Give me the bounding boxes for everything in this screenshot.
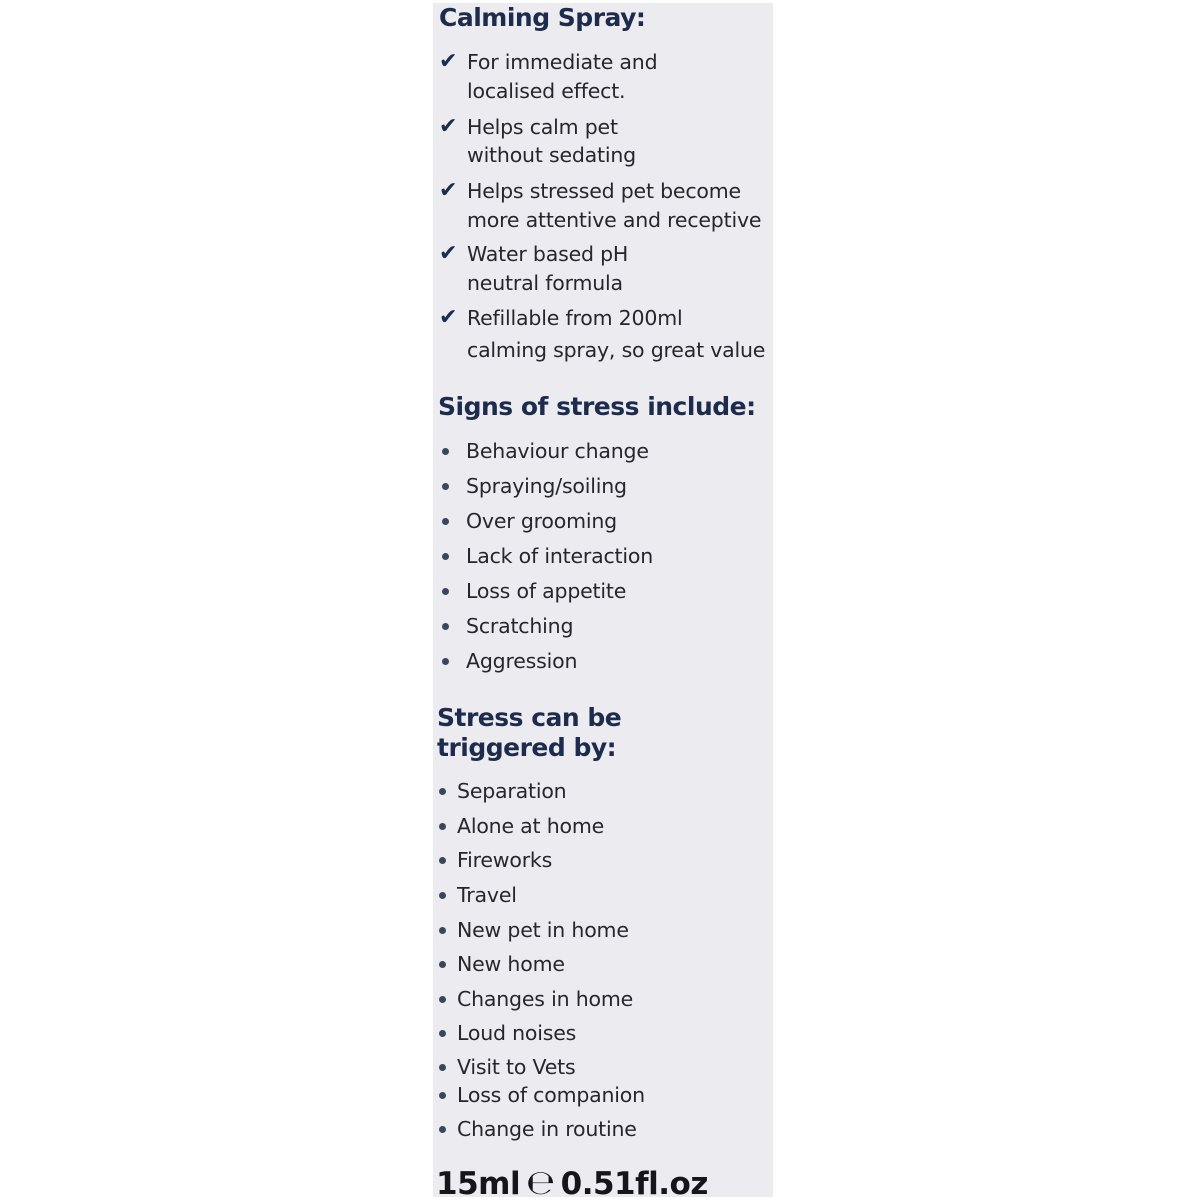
signs-item: Behaviour change [466,439,649,463]
signs-item: Over grooming [466,509,617,533]
calming-item-line: Helps calm pet [467,115,618,139]
triggers-item: Separation [457,779,567,803]
calming-item-line: localised effect. [467,79,626,103]
triggers-item: Fireworks [457,848,553,872]
check-icon: ✔ [439,305,458,330]
volume-ml: 15ml [436,1166,521,1202]
triggers-item: Loss of companion [457,1083,645,1107]
calming-item-line: For immediate and [467,50,658,74]
bullet-icon [439,823,446,830]
triggers-item: Visit to Vets [457,1055,576,1079]
triggers-item: Change in routine [457,1117,637,1141]
calming-item-line: Refillable from 200ml [467,306,683,330]
calming-item-line: more attentive and receptive [467,208,762,232]
signs-item: Scratching [466,614,574,638]
bullet-icon [439,1030,446,1037]
signs-item: Lack of interaction [466,544,653,568]
triggers-item: Alone at home [457,814,605,838]
bullet-icon [439,1126,446,1133]
triggers-item: New home [457,952,565,976]
calming-item-line: calming spray, so great value [467,338,766,362]
bullet-icon [439,961,446,968]
triggers-item: Travel [457,883,517,907]
check-icon: ✔ [439,114,458,139]
product-info-panel [433,3,773,1203]
volume-footer [436,1163,708,1204]
volume-oz: 0.51fl.oz [560,1166,708,1202]
bullet-icon [439,788,446,795]
triggers-item: Changes in home [457,987,634,1011]
check-icon: ✔ [439,178,458,203]
bullet-icon [439,857,446,864]
bullet-icon [442,588,449,595]
bullet-icon [442,553,449,560]
signs-item: Loss of appetite [466,579,627,603]
calming-item-line: without sedating [467,143,636,167]
bullet-icon [442,483,449,490]
bullet-icon [439,996,446,1003]
signs-title: Signs of stress include: [438,392,756,421]
calming-item-line: neutral formula [467,271,623,295]
check-icon: ✔ [439,241,458,266]
calming-item-line: Helps stressed pet become [467,179,741,203]
triggers-item: Loud noises [457,1021,577,1045]
calming-title: Calming Spray: [439,3,646,32]
triggers-title-line: triggered by: [437,733,617,762]
bullet-icon [439,892,446,899]
bullet-icon [439,1064,446,1071]
calming-item-line: Water based pH [467,242,629,266]
bullet-icon [442,518,449,525]
bullet-icon [442,658,449,665]
bullet-icon [442,623,449,630]
signs-item: Aggression [466,649,578,673]
bullet-icon [442,448,449,455]
bullet-icon [439,927,446,934]
check-icon: ✔ [439,49,458,74]
triggers-item: New pet in home [457,918,629,942]
estimated-sign-icon: ℮ [526,1163,555,1203]
signs-item: Spraying/soiling [466,474,627,498]
bullet-icon [439,1092,446,1099]
triggers-title-line: Stress can be [437,703,622,732]
